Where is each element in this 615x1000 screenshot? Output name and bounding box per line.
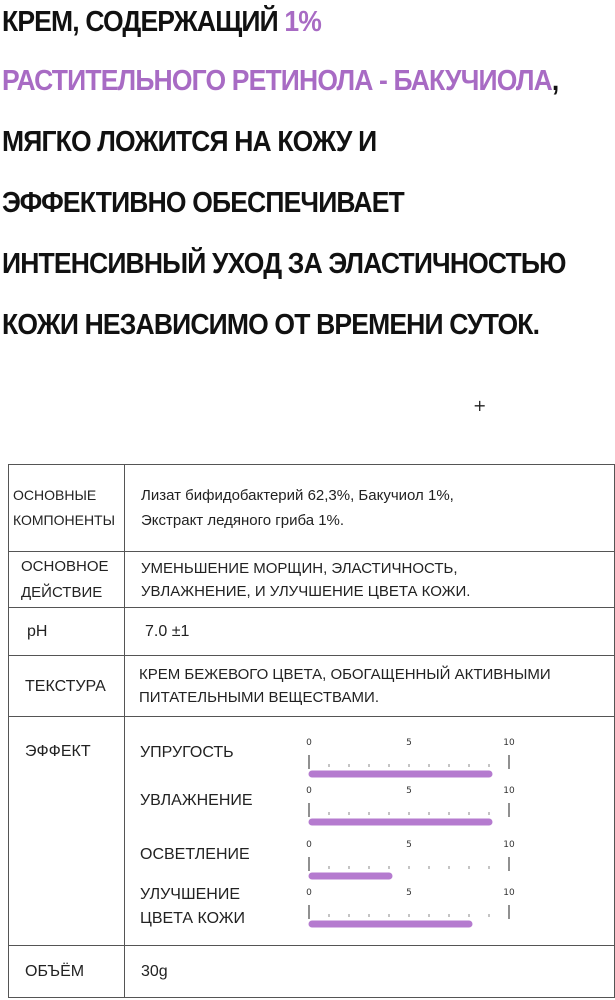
scale-2-tick-label-10: 10: [503, 786, 515, 796]
texture-value-cell: [125, 656, 615, 717]
texture-label-cell: [9, 656, 125, 717]
components-label-1: ОСНОВНЫЕ: [13, 487, 97, 503]
effect-label: ЭФФЕКТ: [25, 743, 91, 760]
ph-label: pH: [27, 623, 48, 640]
effect-bars-svg: [125, 717, 615, 945]
headline-line-3: МЯГКО ЛОЖИТСЯ НА КОЖУ И: [2, 126, 377, 158]
scale-name-3: ОСВЕТЛЕНИЕ: [140, 846, 250, 863]
action-label-1: ОСНОВНОЕ: [21, 557, 109, 575]
scale-1-tick-label-0: 0: [306, 738, 312, 748]
texture-value-2: ПИТАТЕЛЬНЫМИ ВЕЩЕСТВАМИ.: [139, 689, 379, 706]
scale-1-tick-label-10: 10: [503, 738, 515, 748]
row-ph: [9, 608, 615, 656]
texture-value-1: КРЕМ БЕЖЕВОГО ЦВЕТА, ОБОГАЩЕННЫЙ АКТИВНЫМИ: [139, 666, 551, 683]
effect-scales: [125, 717, 614, 945]
headline-line-2: [2, 65, 558, 98]
action-label-cell: [9, 552, 125, 608]
action-value-cell: [125, 552, 615, 608]
scale-name-4b: ЦВЕТА КОЖИ: [140, 910, 246, 927]
components-value-cell: [125, 465, 615, 552]
scale-4-tick-label-5: 5: [406, 888, 412, 898]
headline-percent: 1%: [284, 6, 321, 38]
scale-3-tick-label-10: 10: [503, 840, 515, 850]
action-value-1: УМЕНЬШЕНИЕ МОРЩИН, ЭЛАСТИЧНОСТЬ,: [141, 559, 458, 577]
effect-value-cell: [125, 717, 615, 946]
action-label-2: ДЕЙСТВИЕ: [21, 583, 103, 601]
volume-label: ОБЪЁМ: [25, 963, 85, 980]
plus-icon: +: [473, 396, 487, 415]
scale-name-4a: УЛУЧШЕНИЕ: [140, 886, 241, 903]
spec-table: [8, 464, 615, 998]
components-label-cell: [9, 465, 125, 552]
scale-2-tick-label-5: 5: [406, 786, 412, 796]
headline-line-1: [2, 6, 321, 39]
texture-label: ТЕКСТУРА: [25, 677, 106, 695]
components-value-2: Экстракт ледяного гриба 1%.: [141, 512, 345, 529]
headline-comma: ,: [551, 65, 559, 97]
scale-3-tick-label-0: 0: [306, 840, 312, 850]
scale-3-tick-label-5: 5: [406, 840, 412, 850]
headline-line-4: ЭФФЕКТИВНО ОБЕСПЕЧИВАЕТ: [2, 187, 404, 219]
scale-4-tick-label-0: 0: [306, 888, 312, 898]
scale-4-tick-label-10: 10: [503, 888, 515, 898]
scale-name-2: УВЛАЖНЕНИЕ: [140, 792, 253, 809]
headline-line-6: КОЖИ НЕЗАВИСИМО ОТ ВРЕМЕНИ СУТОК.: [2, 309, 540, 341]
components-label-2: КОМПОНЕНТЫ: [13, 512, 116, 528]
components-value-1: Лизат бифидобактерий 62,3%, Бакучиол 1%,: [141, 487, 454, 504]
scale-1-tick-label-5: 5: [406, 738, 412, 748]
row-components: [9, 465, 615, 552]
row-texture: [9, 656, 615, 717]
ph-label-cell: [9, 608, 125, 656]
headline-line-1-text: КРЕМ, СОДЕРЖАЩИЙ: [2, 6, 285, 38]
row-action: [9, 552, 615, 608]
headline-line-5: ИНТЕНСИВНЫЙ УХОД ЗА ЭЛАСТИЧНОСТЬЮ: [2, 248, 566, 280]
action-value-2: УВЛАЖНЕНИЕ, И УЛУЧШЕНИЕ ЦВЕТА КОЖИ.: [141, 582, 471, 600]
scale-name-1: УПРУГОСТЬ: [140, 744, 234, 761]
ph-value: 7.0 ±1: [125, 608, 615, 656]
scale-2-tick-label-0: 0: [306, 786, 312, 796]
headline-ingredient: РАСТИТЕЛЬНОГО РЕТИНОЛА - БАКУЧИОЛА: [2, 65, 552, 97]
row-effect: [9, 717, 615, 946]
effect-label-cell: [9, 717, 125, 946]
volume-value: 30g: [125, 946, 615, 998]
volume-label-cell: [9, 946, 125, 998]
row-volume: [9, 946, 615, 998]
